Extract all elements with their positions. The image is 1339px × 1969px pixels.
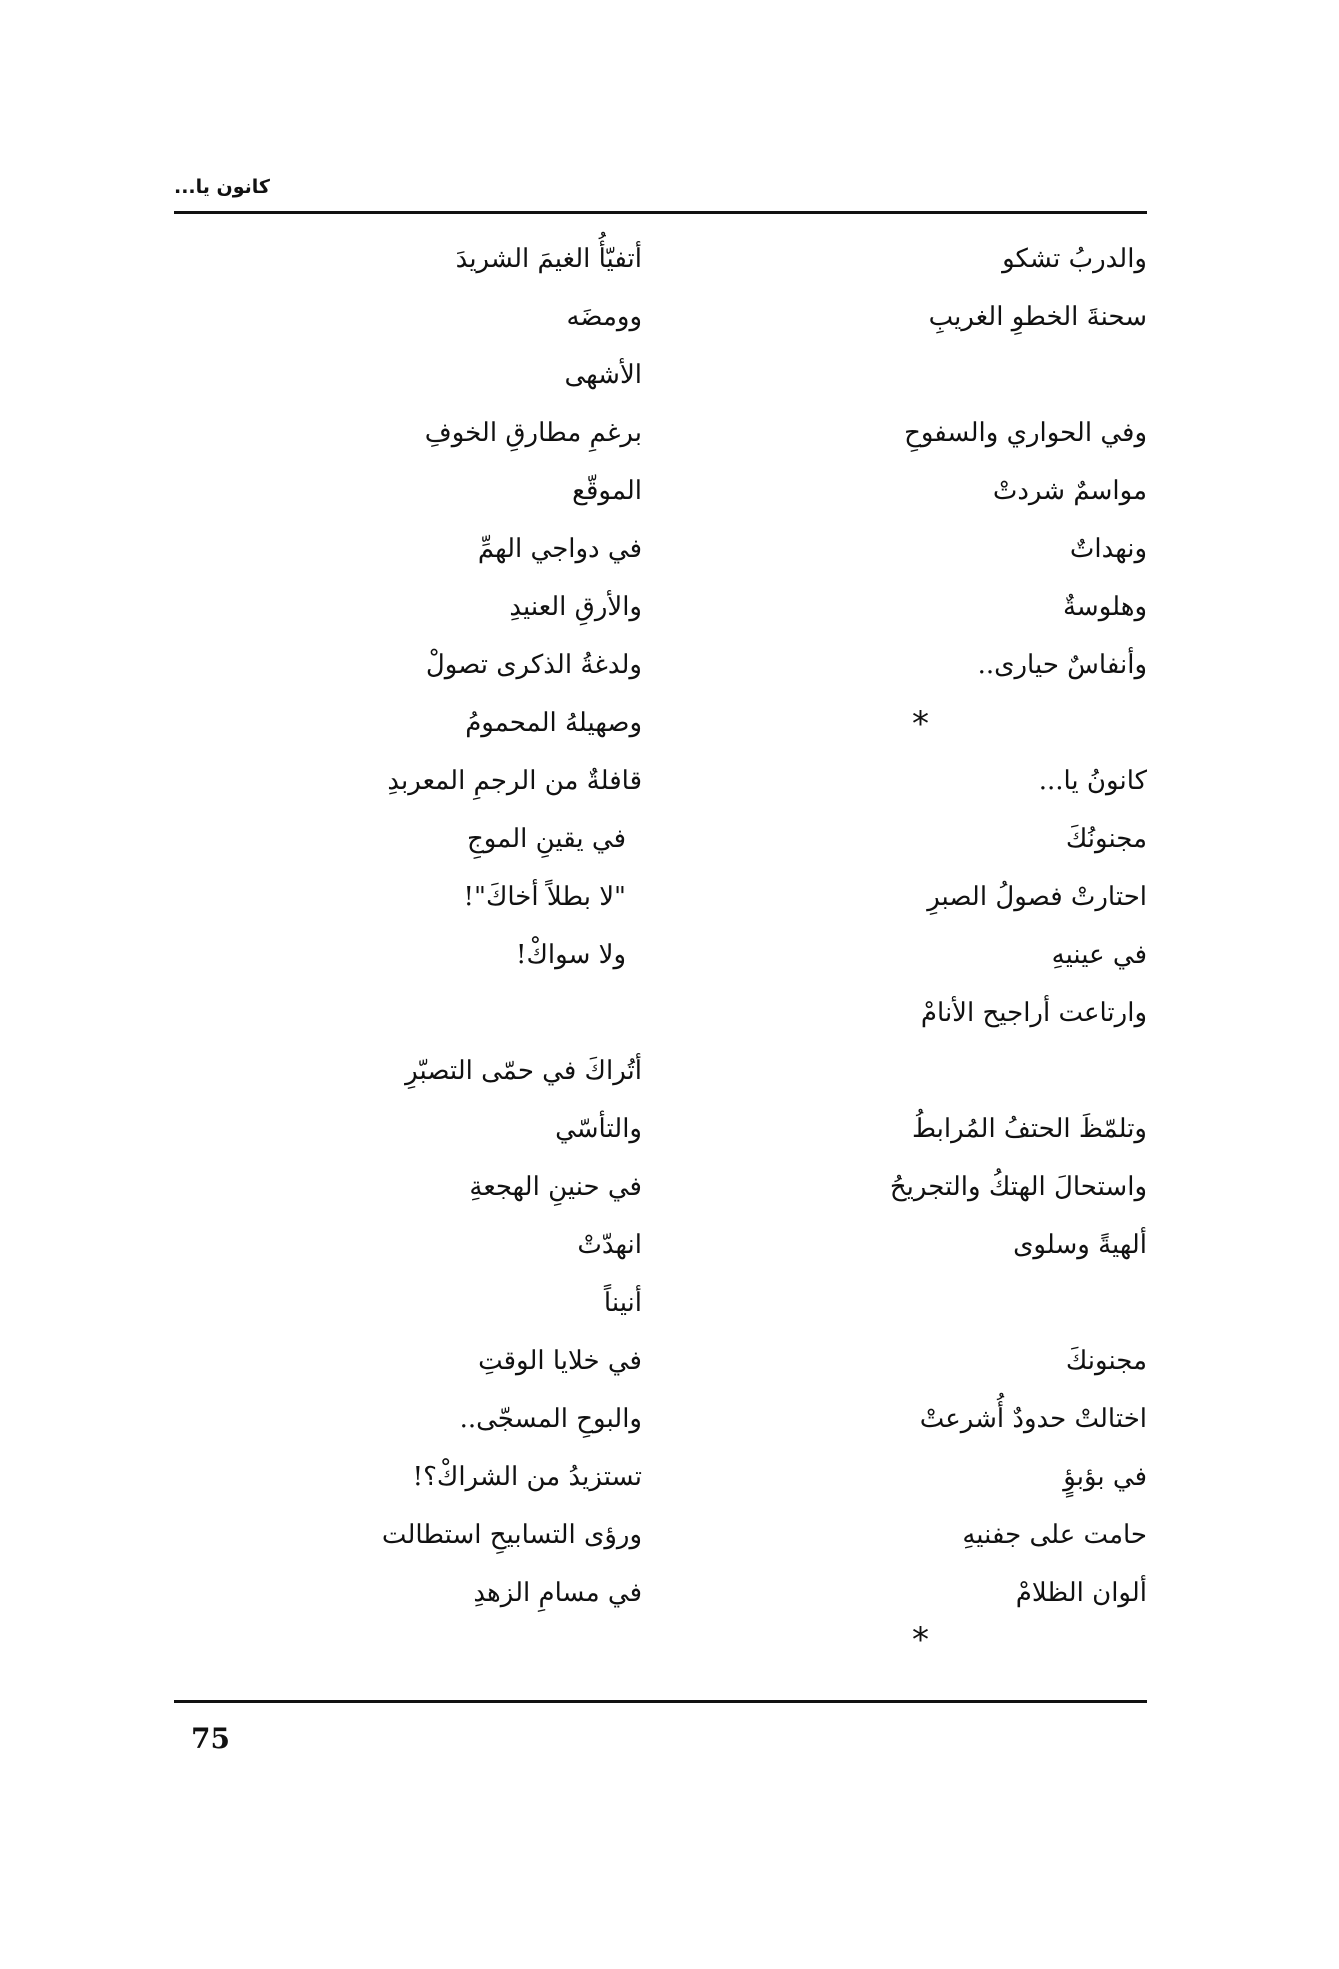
verse-line: سحنةَ الخطوِ الغريبِ [928,302,1147,332]
stanza-gap [817,358,1147,416]
verse-line: في حنينِ الهجعةِ [469,1172,642,1202]
verse-line: ألوان الظلامْ [1015,1578,1147,1608]
verse-line: وفي الحواري والسفوحِ [904,418,1147,448]
verse-line: والأرقِ العنيدِ [509,592,642,622]
stanza-gap [817,1054,1147,1112]
verse-line: ونهداتٌ [1069,534,1147,564]
verse-line: اختالتْ حدودٌ أُشرعتْ [919,1404,1147,1434]
verse-line: وتلمّظَ الحتفُ المُرابطُ [912,1114,1147,1144]
section-separator: * [912,1620,929,1660]
verse-line: والتأسّي [555,1114,642,1144]
verse-line: واستحالَ الهتكُ والتجريحُ [889,1172,1147,1202]
verse-line: تستزيدُ من الشراكْ؟! [412,1462,642,1492]
verse-line: أنيناً [603,1288,642,1318]
verse-line: في خلايا الوقتِ [478,1346,642,1376]
verse-line: في مسامِ الزهدِ [473,1578,642,1608]
verse-line-indented: ولا سواكْ! [516,940,626,970]
verse-line: في دواجي الهمِّ [477,534,642,564]
verse-line: احتارتْ فصولُ الصبرِ [927,882,1147,912]
verse-line: وارتاعت أراجيح الأنامْ [920,998,1147,1028]
section-separator: * [912,704,929,744]
header-rule [174,211,1147,214]
verse-line: وهلوسةٌ [1062,592,1147,622]
verse-line: وصهيلهُ المحمومُ [465,708,642,738]
page-number: 75 [191,1722,230,1755]
verse-line: الأشهى [564,360,642,390]
verse-line: وومضَه [566,302,642,332]
verse-line: وأنفاسٌ حيارى.. [977,650,1147,680]
verse-line: مجنونُكَ [1065,824,1147,854]
verse-line: قافلةٌ من الرجمِ المعربدِ [387,766,642,796]
verse-line: انهدّتْ [577,1230,642,1260]
verse-line: مجنونكَ [1065,1346,1147,1376]
verse-line: الموقّع [572,476,642,506]
verse-line: مواسمٌ شردتْ [992,476,1147,506]
verse-line: والدربُ تشكو [1002,244,1147,274]
verse-line: في بؤبؤٍ [1063,1462,1147,1492]
verse-line: ولدغةُ الذكرى تصولْ [425,650,642,680]
verse-line: حامت على جفنيهِ [962,1520,1147,1550]
verse-line: ألهيةً وسلوى [1013,1230,1147,1260]
verse-line: برغمِ مطارقِ الخوفِ [424,418,642,448]
stanza-gap [312,996,642,1054]
footer-rule [174,1700,1147,1703]
verse-line: في عينيهِ [1051,940,1147,970]
verse-line: أتُراكَ في حمّى التصبّرِ [405,1056,642,1086]
verse-line-indented: في يقينِ الموجِ [466,824,626,854]
running-head: كانون يا... [174,176,270,198]
verse-line: والبوحِ المسجّى.. [459,1404,642,1434]
stanza-gap [817,742,1147,764]
poem-column-left [312,242,642,1634]
poem-column-right [817,242,1147,1658]
verse-line: كانونُ يا... [1038,766,1147,796]
verse-line-indented: "لا بطلاً أخاكَ"! [463,882,626,912]
verse-line: أتفيّأُ الغيمَ الشريدَ [455,244,642,274]
verse-line: ورؤى التسابيحِ استطالت [381,1520,642,1550]
stanza-gap [817,1286,1147,1344]
